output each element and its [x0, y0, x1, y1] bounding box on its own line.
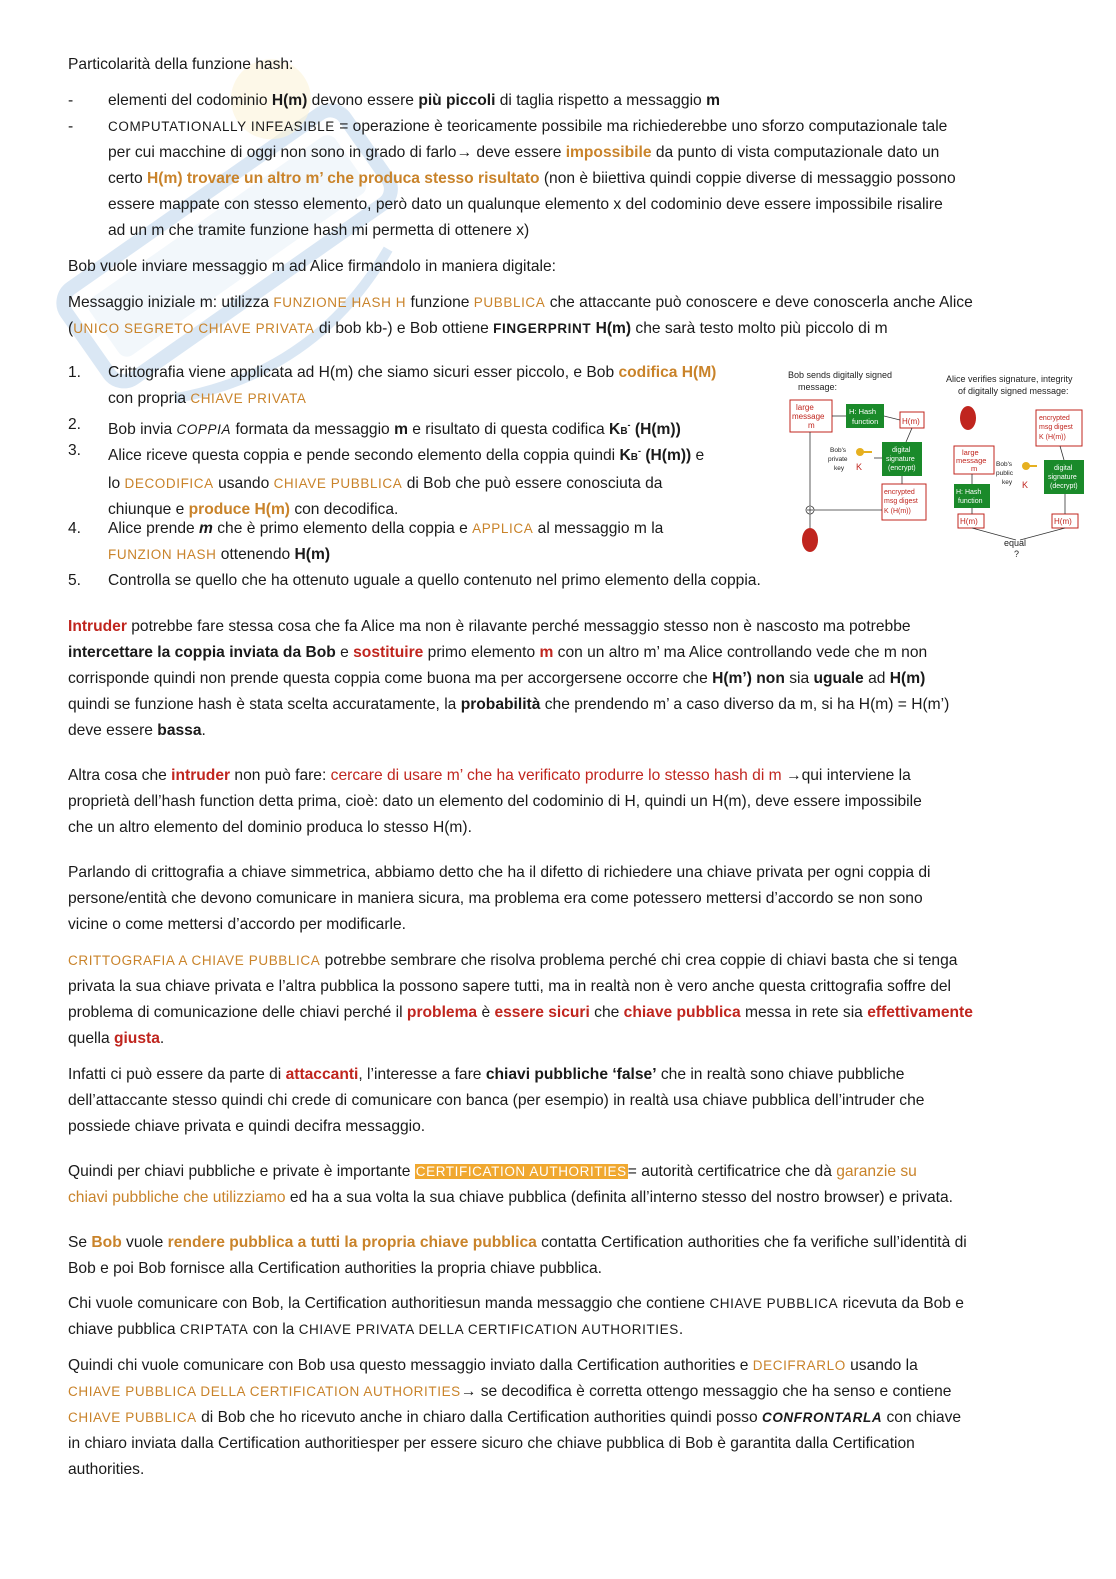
- paragraph: Messaggio iniziale m: utilizza FUNZIONE HASH H funzione PUBBLICA che attaccante può conoscere e deve conoscerla anche Alice (UNICO SEGRETO CHIAVE PRIVATA di bob kb-) e Bob ottiene FINGERPRINT H(m) che sarà testo molto più piccolo di m: [68, 294, 973, 337]
- svg-text:digital: digital: [1054, 465, 1073, 472]
- paragraph-final: Quindi chi vuole comunicare con Bob usa questo messaggio inviato dalla Certification authorities e DECIFRARLO usando la CHIAVE PUBBLICA DELLA CERTIFICATION AUTHORITIES→ se decodifica è corretta ottengo messaggio che ha senso e contiene CHIAVE PUBBLICA di Bob che ho ricevuto anche in chiaro dalla Certification authorities quindi posso CONFRONTARLA con chiave in chiaro inviata dalla Certification authoritiesper per essere sicuro che chiave pubblica di Bob è garantita dalla Certification authorities.: [68, 1357, 962, 1478]
- digital-signature-diagram: [782, 366, 1094, 562]
- document-page: Particolarità della funzione hash: - elementi del codominio H(m) devono essere più piccoli di taglia rispetto a messaggio m - COMPUTATIONALLY INFEASIBLE = operazione è teoricamente possibile ma richiederebbe uno sforzo computazionale tale per cui macchine di oggi non sono in grado di farlo→ deve essere impossibile da punto di vista computazionale dato un certo H(m) trovare un altro m’ che produca stesso risultato (non è biiettiva quindi coppie diverse di messaggio possono essere mappate con stesso elemento, però dato un qualunque elemento x del codominio deve essere impossibile risalire ad un m che tramite funzione hash mi permetta di ottenere x) Bob vuole inviare messaggio m ad Alice firmandolo in maniera digitale: Messaggio iniziale m: utilizza FUNZIONE HASH H funzione PUBBLICA che attaccante può conoscere e deve conoscerla anche Alice (UNICO SEGRETO CHIAVE PRIVATA di bob kb-) e Bob ottiene FINGERPRINT H(m) che sarà testo molto più piccolo di m 1. Crittografia viene applicata ad H(m) che siamo sicuri esser piccolo, e Bob codifica H(M) con propria CHIAVE PRIVATA 2. Bob invia COPPIA formata da messaggio m e risultato di questa codifica KB- (H(m)) 3. Alice riceve questa coppia e pende secondo elemento della coppia quindi KB- (H(m)) e lo DECODIFICA usando CHIAVE PUBBLICA di Bob che può essere conosciuta da chiunque e produce H(m) con decodifica. 4. Alice prende m che è primo elemento della coppia e APPLICA al messaggio m la FUNZION HASH ottenendo H(m) 5. Controlla se quello che ha ottenuto uguale a quello contenuto nel primo elemento della coppia. Bob sends digitally signed message: large message m H: Hash function H(m) Bob's private key K digital signature (encrypt) encrypted msg digest K (H(m)) Alice verifies signature, integrity of digitally signed message: encrypted msg digest K (H(m)) large message m Bob's public key K digital signature (decrypt) H: Hash function H(m) H(m) equal ? Intruder potrebbe fare stessa cosa che fa Alice ma non è rilavante perché messaggio stesso non è nascosto ma potrebbe intercettare la coppia inviata da Bob e sostituire primo elemento m con un altro m’ ma Alice controllando vede che m non corrisponde quindi non prende questa coppia come buona ma per accorgersene occorre che H(m’) non sia uguale ad H(m) quindi se funzione hash è stata scelta accuratamente, la probabilità che prendendo m’ a caso diverso da m, si ha H(m) = H(m’) deve essere bassa. Altra cosa che intruder non può fare: cercare di usare m’ che ha verificato produrre lo stesso hash di m →qui interviene la proprietà dell’hash function detta prima, cioè: dato un elemento del codominio di H, quindi un H(m), deve essere impossibile che un altro elemento del dominio produca lo stesso H(m). Parlando di crittografia a chiave simmetrica, abbiamo detto che ha il difetto di richiedere una chiave privata per ogni coppia di persone/entità che devono comunicare in maniera sicura, ma problema era come potessero mettersi d’accordo se non sono vicine o come mettersi d’accordo per modificarle. CRITTOGRAFIA A CHIAVE PUBBLICA potrebbe sembrare che risolva problema perché chi crea coppie di chiavi basta che si tenga privata la sua chiave privata e l’altra pubblica la possono sapere tutti, ma in realtà non è vero anche questa crittografia soffre del problema di comunicazione delle chiavi perché il problema è essere sicuri che chiave pubblica messa in rete sia effettivamente quella giusta. Infatti ci può essere da parte di attaccanti, l’interesse a fare chiavi pubbliche ‘false’ che in realtà sono chiave pubbliche dell’attaccante stesso quindi chi crede di comunicare con banca (per esempio) in realtà usa chiave pubblica dell’intruder che possiede chiave privata e quindi decifra messaggio. Quindi per chiavi pubbliche e private è importante CERTIFICATION AUTHORITIES= autorità certificatrice che dà garanzie su chiavi pubbliche che utilizziamo ed ha a sua volta la sua chiave pubblica (definita all’interno stesso del nostro browser) e privata. Se Bob vuole rendere pubblica a tutti la propria chiave pubblica contatta Certification authorities che fa verifiche sull’identità di Bob e poi Bob fornisce alla Certification authorities la propria chiave pubblica. Chi vuole comunicare con Bob, la Certification authoritiesun manda messaggio che contiene CHIAVE PUBBLICA ricevuta da Bob e chiave pubblica CRIPTATA con la CHIAVE PRIVATA DELLA CERTIFICATION AUTHORITIES. Quindi chi vuole comunicare con Bob usa questo messaggio inviato dalla Certification authorities e DECIFRARLO usando la CHIAVE PUBBLICA DELLA CERTIFICATION AUTHORITIES→ se decodifica è corretta ottengo messaggio che ha senso e contiene CHIAVE PUBBLICA di Bob che ho ricevuto anche in chiaro dalla Certification authorities quindi posso CONFRONTARLA con chiave in chiaro inviata dalla Certification authoritiesper per essere sicuro che chiave pubblica di Bob è garantita dalla Certification authorities.: [0, 0, 1116, 1579]
- certification-authorities-highlight: CERTIFICATION AUTHORITIES: [415, 1164, 627, 1179]
- paragraph-certification: Quindi per chiavi pubbliche e private è importante CERTIFICATION AUTHORITIES= autorità certificatrice che dà garanzie su chiavi pubbliche che utilizziamo ed ha a sua volta la sua chiave pubblica (definita all’interno stesso del nostro browser) e privata.: [68, 1163, 954, 1206]
- svg-text:message: message: [792, 412, 825, 421]
- svg-text:Bob's: Bob's: [830, 447, 847, 454]
- svg-text:signature: signature: [886, 456, 915, 463]
- svg-text:key: key: [1002, 479, 1013, 486]
- svg-text:msg digest: msg digest: [1039, 424, 1073, 431]
- svg-text:large: large: [962, 448, 979, 457]
- paragraph: Bob vuole inviare messaggio m ad Alice firmandolo in maniera digitale:: [68, 258, 556, 275]
- svg-text:key: key: [834, 465, 845, 472]
- svg-text:m: m: [808, 421, 815, 430]
- svg-text:(decrypt): (decrypt): [1050, 483, 1078, 490]
- paragraph-chi-vuole: Chi vuole comunicare con Bob, la Certification authoritiesun manda messaggio che contiene CHIAVE PUBBLICA ricevuta da Bob e chiave pubblica CRIPTATA con la CHIAVE PRIVATA DELLA CERTIFICATION AUTHORITIES.: [68, 1295, 964, 1338]
- svg-text:H(m): H(m): [1054, 517, 1072, 526]
- svg-text:large: large: [796, 403, 814, 412]
- svg-text:function: function: [852, 417, 879, 426]
- svg-text:H: Hash: H: Hash: [956, 489, 982, 496]
- svg-text:K: K: [1022, 480, 1029, 490]
- svg-text:H(m): H(m): [960, 517, 978, 526]
- svg-text:message: message: [956, 456, 987, 465]
- svg-text:?: ?: [1014, 549, 1020, 559]
- paragraph-infatti: Infatti ci può essere da parte di attaccanti, l’interesse a fare chiavi pubbliche ‘false’ che in realtà sono chiave pubbliche dell’attaccante stesso quindi chi crede di comunicare con banca (per esempio) in realtà usa chiave pubblica dell’intruder che possiede chiave privata e quindi decifra messaggio.: [68, 1066, 925, 1135]
- svg-text:K (H(m)): K (H(m)): [1039, 434, 1066, 441]
- diagram-left-title: Bob sends digitally signed: [788, 370, 893, 380]
- bob-figure-icon: [802, 528, 818, 552]
- svg-text:K: K: [856, 462, 863, 472]
- svg-text:signature: signature: [1048, 474, 1077, 481]
- equal-label: equal: [1004, 538, 1027, 548]
- svg-text:function: function: [958, 498, 983, 505]
- intro-heading: Particolarità della funzione hash:: [68, 56, 294, 73]
- svg-text:message:: message:: [798, 382, 838, 392]
- paragraph-simmetrica: Parlando di crittografia a chiave simmetrica, abbiamo detto che ha il difetto di richiedere una chiave privata per ogni coppia di persone/entità che devono comunicare in maniera sicura, ma problema era come potessero mettersi d’accordo se non sono vicine o come mettersi d’accordo per modificarle.: [68, 864, 931, 933]
- svg-text:H(m): H(m): [902, 417, 920, 426]
- svg-text:Bob's: Bob's: [996, 461, 1013, 468]
- svg-text:encrypted: encrypted: [1039, 415, 1070, 422]
- svg-text:encrypted: encrypted: [884, 489, 915, 496]
- svg-text:msg digest: msg digest: [884, 498, 918, 505]
- svg-text:private: private: [828, 456, 848, 463]
- svg-text:of digitally signed message:: of digitally signed message:: [958, 386, 1069, 396]
- paragraph-intruder: Intruder potrebbe fare stessa cosa che fa Alice ma non è rilavante perché messaggio stesso non è nascosto ma potrebbe intercettare la coppia inviata da Bob e sostituire primo elemento m con un altro m’ ma Alice controllando vede che m non corrisponde quindi non prende questa coppia come buona ma per accorgersene occorre che H(m’) non sia uguale ad H(m) quindi se funzione hash è stata scelta accuratamente, la probabilità che prendendo m’ a caso diverso da m, si ha H(m) = H(m’) deve essere bassa.: [68, 618, 950, 739]
- paragraph-altra: Altra cosa che intruder non può fare: cercare di usare m’ che ha verificato produrre lo stesso hash di m →qui interviene la proprietà dell’hash function detta prima, cioè: dato un elemento del codominio di H, quindi un H(m), deve essere impossibile che un altro elemento del dominio produca lo stesso H(m).: [68, 767, 922, 836]
- paragraph-chiave-pubblica: CRITTOGRAFIA A CHIAVE PUBBLICA potrebbe sembrare che risolva problema perché chi crea coppie di chiavi basta che si tenga privata la sua chiave privata e l’altra pubblica la possono sapere tutti, ma in realtà non è vero anche questa crittografia soffre del problema di comunicazione delle chiavi perché il problema è essere sicuri che chiave pubblica messa in rete sia effettivamente quella giusta.: [68, 952, 973, 1047]
- svg-text:public: public: [996, 470, 1013, 477]
- svg-text:(encrypt): (encrypt): [888, 465, 916, 472]
- svg-text:K (H(m)): K (H(m)): [884, 508, 911, 515]
- svg-text:H: Hash: H: Hash: [849, 407, 877, 416]
- alice-figure-icon: [960, 406, 976, 430]
- svg-text:digital: digital: [892, 447, 911, 454]
- paragraph-se-bob: Se Bob vuole rendere pubblica a tutti la propria chiave pubblica contatta Certification authorities che fa verifiche sull’identità di Bob e poi Bob fornisce alla Certification authorities la propria chiave pubblica.: [68, 1234, 967, 1277]
- diagram-right-title: Alice verifies signature, integrity: [946, 374, 1073, 384]
- svg-text:m: m: [971, 464, 978, 473]
